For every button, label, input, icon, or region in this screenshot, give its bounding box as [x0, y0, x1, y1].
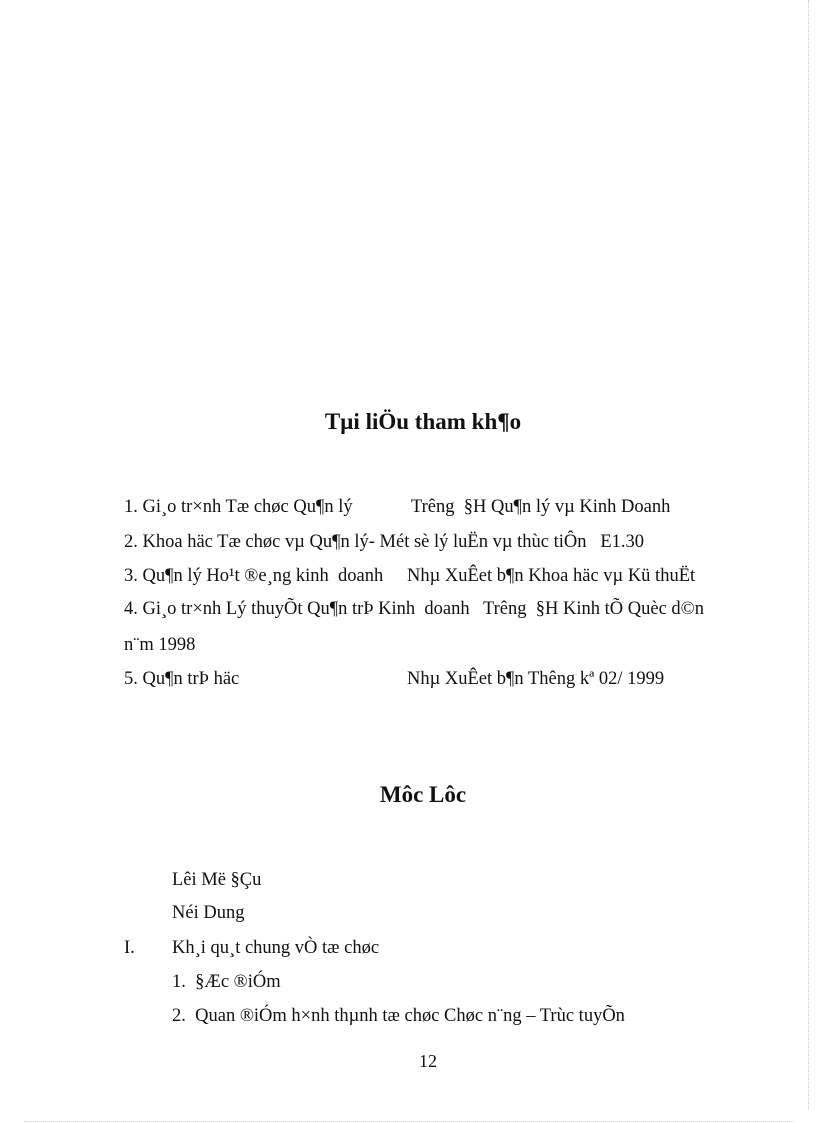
reference-item-5-source: Nhµ XuÊet b¶n Thêng kª 02/ 1999	[407, 669, 665, 689]
toc-subitem-2: 2. Quan ®iÓm h×nh thµnh tæ chøc Chøc n¨ng – Trùc tuyÕn	[172, 1006, 625, 1026]
reference-item-5: 5. Qu¶n trÞ häc	[124, 669, 240, 689]
page-number: 12	[419, 1051, 437, 1071]
reference-item-4-source: Trêng §H Kinh tÕ Quèc d©n	[483, 599, 704, 619]
reference-item-4-continuation: n¨m 1998	[124, 635, 196, 655]
page-right-border	[808, 0, 810, 1110]
toc-heading: Môc Lôc	[379, 782, 467, 807]
reference-item-1-source: Trêng §H Qu¶n lý vµ Kinh Doanh	[411, 497, 671, 517]
toc-item-content: Néi Dung	[172, 903, 245, 923]
reference-item-3-source: Nhµ XuÊet b¶n Khoa häc vµ Kü thuËt	[407, 566, 696, 586]
toc-item-intro: Lêi Më §Çu	[172, 870, 262, 890]
reference-item-1: 1. Gi¸o tr×nh Tæ chøc Qu¶n lý	[124, 497, 353, 517]
toc-subitem-1: 1. §Æc ®iÓm	[172, 972, 281, 992]
page-bottom-border	[24, 1121, 794, 1122]
toc-section-numeral: I.	[124, 938, 135, 958]
reference-item-2: 2. Khoa häc Tæ chøc vµ Qu¶n lý- Mét sè lý luËn vµ thùc tiÔn E1.30	[124, 532, 645, 552]
references-heading: Tµi liÖu tham kh¶o	[324, 409, 522, 434]
reference-item-3: 3. Qu¶n lý Ho¹t ®e¸ng kinh doanh	[124, 566, 384, 586]
reference-item-4: 4. Gi¸o tr×nh Lý thuyÕt Qu¶n trÞ Kinh doanh	[124, 599, 470, 619]
toc-section-title: Kh¸i qu¸t chung vÒ tæ chøc	[172, 938, 380, 958]
